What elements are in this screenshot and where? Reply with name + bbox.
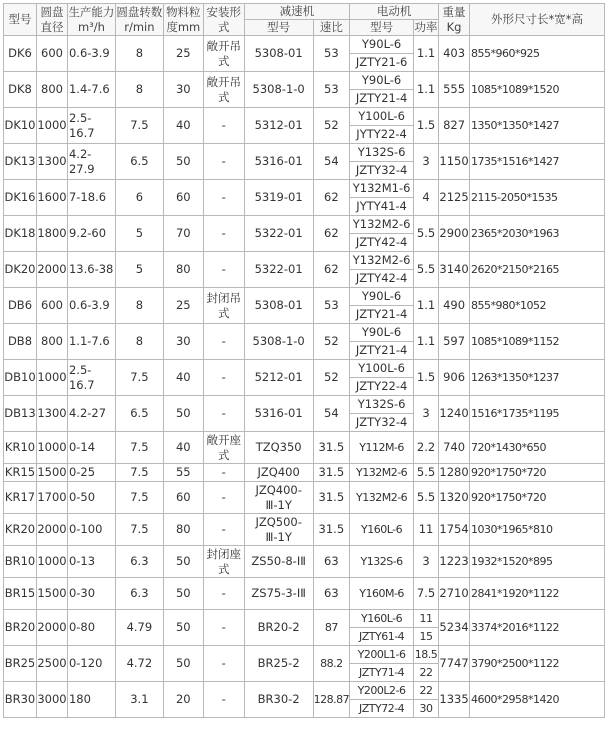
cell-speed: 7.5: [115, 464, 163, 482]
cell-install: -: [203, 682, 244, 718]
cell-model: BR15: [4, 578, 37, 610]
cell-diameter: 2000: [36, 514, 67, 546]
cell-reducer-ratio: 31.5: [313, 482, 350, 514]
cell-motor-model: JZTY21-4: [350, 342, 414, 360]
cell-diameter: 800: [36, 324, 67, 360]
cell-dimensions: 855*980*1052: [470, 288, 605, 324]
table-row: [4, 324, 605, 342]
cell-dimensions: 1085*1089*1152: [470, 324, 605, 360]
cell-dimensions: 2365*2030*1963: [470, 216, 605, 252]
cell-capacity: 0-100: [67, 514, 115, 546]
cell-motor-power: 5.5: [414, 216, 439, 252]
cell-reducer-ratio: 31.5: [313, 514, 350, 546]
cell-install: -: [203, 610, 244, 646]
col-header-disc-diameter: 圆盘直径: [36, 4, 67, 36]
cell-weight: 1223: [439, 546, 470, 578]
cell-weight: 597: [439, 324, 470, 360]
cell-particle: 30: [163, 324, 203, 360]
cell-reducer-ratio: 52: [313, 360, 350, 396]
cell-speed: 6.3: [115, 546, 163, 578]
cell-motor-model: Y132S-6: [350, 144, 414, 162]
cell-motor-model: Y100L-6: [350, 360, 414, 378]
cell-install: -: [203, 646, 244, 682]
table-row: [4, 36, 605, 54]
cell-install: -: [203, 324, 244, 360]
cell-capacity: 0-30: [67, 578, 115, 610]
table-row: [4, 432, 605, 464]
cell-dimensions: 920*1750*720: [470, 464, 605, 482]
cell-dimensions: 1030*1965*810: [470, 514, 605, 546]
cell-motor-model: Y160L-6: [350, 514, 414, 546]
cell-reducer-model: 5316-01: [244, 144, 313, 180]
cell-particle: 50: [163, 396, 203, 432]
cell-model: KR10: [4, 432, 37, 464]
cell-reducer-ratio: 128.87: [313, 682, 350, 718]
cell-diameter: 600: [36, 288, 67, 324]
cell-motor-power: 1.1: [414, 72, 439, 108]
cell-diameter: 3000: [36, 682, 67, 718]
cell-speed: 7.5: [115, 108, 163, 144]
cell-model: DK20: [4, 252, 37, 288]
cell-particle: 80: [163, 514, 203, 546]
cell-reducer-ratio: 52: [313, 108, 350, 144]
cell-diameter: 1700: [36, 482, 67, 514]
cell-dimensions: 1516*1735*1195: [470, 396, 605, 432]
cell-speed: 4.79: [115, 610, 163, 646]
cell-motor-model: Y90L-6: [350, 288, 414, 306]
cell-motor-power: 22: [414, 664, 439, 682]
col-header-capacity: 生产能力m³/h: [68, 4, 115, 34]
cell-speed: 6.3: [115, 578, 163, 610]
cell-model: BR10: [4, 546, 37, 578]
cell-motor-model: JZTY32-4: [350, 414, 414, 432]
cell-weight: 1335: [439, 682, 470, 718]
cell-diameter: 1600: [36, 180, 67, 216]
cell-reducer-ratio: 53: [313, 72, 350, 108]
cell-install: -: [203, 216, 244, 252]
table-row: [4, 216, 605, 234]
cell-motor-model: Y90L-6: [350, 324, 414, 342]
cell-speed: 3.1: [115, 682, 163, 718]
cell-install: 敞开吊式: [203, 72, 244, 108]
spec-table: [3, 3, 605, 718]
cell-motor-power: 1.1: [414, 288, 439, 324]
cell-dimensions: 3790*2500*1122: [470, 646, 605, 682]
cell-motor-power: 18.5: [414, 646, 439, 664]
table-row: [4, 396, 605, 414]
cell-reducer-ratio: 62: [313, 252, 350, 288]
cell-motor-model: Y90L-6: [350, 36, 414, 54]
cell-reducer-model: ZS75-3-ⅠⅡ: [244, 578, 313, 610]
cell-particle: 40: [163, 108, 203, 144]
cell-model: DK18: [4, 216, 37, 252]
cell-reducer-model: 5308-01: [244, 36, 313, 72]
col-header-reducer-ratio: 速比: [313, 20, 350, 36]
cell-install: -: [203, 252, 244, 288]
cell-particle: 25: [163, 288, 203, 324]
cell-motor-model: JZTY32-4: [350, 162, 414, 180]
table-body: [4, 36, 605, 718]
cell-install: -: [203, 514, 244, 546]
cell-diameter: 1300: [36, 396, 67, 432]
cell-motor-power: 2.2: [414, 432, 439, 464]
cell-model: DK13: [4, 144, 37, 180]
cell-motor-power: 3: [414, 144, 439, 180]
cell-weight: 490: [439, 288, 470, 324]
cell-capacity: 4.2-27: [67, 396, 115, 432]
cell-motor-model: Y112M-6: [350, 432, 414, 464]
table-row: [4, 180, 605, 198]
cell-diameter: 1000: [36, 108, 67, 144]
cell-motor-model: Y132S-6: [350, 546, 414, 578]
cell-speed: 7.5: [115, 432, 163, 464]
table-row: [4, 72, 605, 90]
cell-reducer-model: TZQ350: [244, 432, 313, 464]
cell-diameter: 1800: [36, 216, 67, 252]
cell-capacity: 7-18.6: [67, 180, 115, 216]
cell-install: 封闭吊式: [203, 288, 244, 324]
cell-reducer-ratio: 87: [313, 610, 350, 646]
cell-weight: 7747: [439, 646, 470, 682]
table-row: [4, 252, 605, 270]
cell-reducer-ratio: 31.5: [313, 432, 350, 464]
table-row: [4, 144, 605, 162]
cell-model: DK10: [4, 108, 37, 144]
cell-motor-model: JZTY21-4: [350, 90, 414, 108]
cell-diameter: 1500: [36, 578, 67, 610]
cell-capacity: 9.2-60: [67, 216, 115, 252]
cell-model: DB8: [4, 324, 37, 360]
cell-weight: 2125: [439, 180, 470, 216]
cell-reducer-ratio: 53: [313, 36, 350, 72]
cell-reducer-model: 5308-1-0: [244, 324, 313, 360]
cell-install: -: [203, 464, 244, 482]
cell-model: BR25: [4, 646, 37, 682]
cell-motor-power: 5.5: [414, 464, 439, 482]
cell-reducer-model: JZQ400-Ⅲ-1Y: [244, 482, 313, 514]
cell-model: KR17: [4, 482, 37, 514]
col-header-motor-power: 功率: [414, 20, 438, 34]
cell-motor-power: 1.5: [414, 108, 439, 144]
cell-motor-power: 11: [414, 610, 439, 628]
table-row: [4, 360, 605, 378]
cell-model: BR20: [4, 610, 37, 646]
table-row: [4, 646, 605, 664]
cell-reducer-model: BR25-2: [244, 646, 313, 682]
cell-reducer-model: JZQ500-Ⅲ-1Y: [244, 514, 313, 546]
col-header-weight: 重量Kg: [439, 4, 470, 36]
cell-weight: 2900: [439, 216, 470, 252]
cell-motor-model: Y100L-6: [350, 108, 414, 126]
cell-weight: 5234: [439, 610, 470, 646]
cell-reducer-model: 5316-01: [244, 396, 313, 432]
cell-motor-model: Y132M2-6: [350, 464, 414, 482]
cell-model: KR15: [4, 464, 37, 482]
cell-motor-power: 5.5: [414, 252, 439, 288]
cell-motor-model: JZTY61-4: [350, 628, 414, 646]
col-header-reducer-model: 型号: [244, 20, 313, 36]
cell-motor-power: 3: [414, 396, 439, 432]
cell-reducer-model: 5308-01: [244, 288, 313, 324]
table-row: [4, 514, 605, 546]
cell-weight: 1754: [439, 514, 470, 546]
cell-motor-model: JZTY42-4: [350, 234, 414, 252]
cell-reducer-model: 5322-01: [244, 252, 313, 288]
cell-weight: 906: [439, 360, 470, 396]
cell-motor-model: JZTY21-6: [350, 54, 414, 72]
cell-dimensions: 1263*1350*1237: [470, 360, 605, 396]
cell-weight: 1320: [439, 482, 470, 514]
cell-speed: 6.5: [115, 144, 163, 180]
cell-motor-model: JYTY41-4: [350, 198, 414, 216]
cell-motor-power: 4: [414, 180, 439, 216]
col-header-particle-size: 物料粒度mm: [163, 4, 203, 36]
cell-reducer-ratio: 31.5: [313, 464, 350, 482]
cell-dimensions: 720*1430*650: [470, 432, 605, 464]
cell-dimensions: 2841*1920*1122: [470, 578, 605, 610]
cell-weight: 740: [439, 432, 470, 464]
cell-motor-power: 7.5: [414, 578, 439, 610]
cell-motor-power: 1.5: [414, 360, 439, 396]
col-header-motor: 电动机: [350, 4, 439, 20]
cell-motor-model: JYTY22-4: [350, 126, 414, 144]
cell-dimensions: 2115-2050*1535: [470, 180, 605, 216]
cell-reducer-model: 5212-01: [244, 360, 313, 396]
cell-install: 敞开座式: [203, 432, 244, 464]
cell-reducer-ratio: 63: [313, 578, 350, 610]
cell-capacity: 0.6-3.9: [67, 36, 115, 72]
col-header-model: 型号: [4, 4, 37, 36]
cell-motor-power: 22: [414, 682, 439, 700]
cell-motor-power: 15: [414, 628, 439, 646]
col-header-speed: 圆盘转数r/min: [116, 4, 163, 34]
cell-weight: 403: [439, 36, 470, 72]
cell-dimensions: 920*1750*720: [470, 482, 605, 514]
cell-reducer-model: 5319-01: [244, 180, 313, 216]
cell-weight: 555: [439, 72, 470, 108]
table-row: [4, 610, 605, 628]
cell-model: DK8: [4, 72, 37, 108]
cell-capacity: 13.6-38: [67, 252, 115, 288]
cell-install: -: [203, 144, 244, 180]
cell-capacity: 0-50: [67, 482, 115, 514]
cell-weight: 827: [439, 108, 470, 144]
cell-speed: 8: [115, 36, 163, 72]
table-row: [4, 108, 605, 126]
cell-diameter: 1000: [36, 432, 67, 464]
cell-model: KR20: [4, 514, 37, 546]
cell-particle: 55: [163, 464, 203, 482]
cell-motor-model: Y160L-6: [350, 610, 414, 628]
cell-weight: 1150: [439, 144, 470, 180]
cell-capacity: 0-25: [67, 464, 115, 482]
cell-reducer-model: 5312-01: [244, 108, 313, 144]
cell-speed: 8: [115, 72, 163, 108]
cell-particle: 50: [163, 578, 203, 610]
cell-install: -: [203, 108, 244, 144]
cell-particle: 20: [163, 682, 203, 718]
cell-diameter: 2000: [36, 252, 67, 288]
cell-motor-power: 1.1: [414, 36, 439, 72]
table-row: [4, 482, 605, 514]
cell-motor-model: Y132M2-6: [350, 482, 414, 514]
cell-install: -: [203, 360, 244, 396]
cell-model: DB6: [4, 288, 37, 324]
cell-reducer-ratio: 54: [313, 144, 350, 180]
cell-particle: 60: [163, 482, 203, 514]
cell-motor-model: Y132M2-6: [350, 216, 414, 234]
cell-speed: 8: [115, 288, 163, 324]
cell-particle: 70: [163, 216, 203, 252]
cell-reducer-ratio: 88.2: [313, 646, 350, 682]
cell-particle: 50: [163, 546, 203, 578]
cell-particle: 30: [163, 72, 203, 108]
cell-particle: 50: [163, 610, 203, 646]
cell-weight: 1280: [439, 464, 470, 482]
cell-diameter: 1300: [36, 144, 67, 180]
cell-speed: 7.5: [115, 482, 163, 514]
cell-speed: 6: [115, 180, 163, 216]
cell-capacity: 2.5-16.7: [67, 108, 115, 144]
cell-speed: 6.5: [115, 396, 163, 432]
cell-diameter: 2500: [36, 646, 67, 682]
table-row: [4, 464, 605, 482]
cell-particle: 50: [163, 144, 203, 180]
cell-speed: 5: [115, 252, 163, 288]
cell-install: 封闭座式: [203, 546, 244, 578]
cell-capacity: 1.4-7.6: [67, 72, 115, 108]
cell-motor-model: Y200L1-6: [350, 646, 414, 664]
cell-dimensions: 1932*1520*895: [470, 546, 605, 578]
cell-particle: 40: [163, 432, 203, 464]
cell-speed: 4.72: [115, 646, 163, 682]
cell-particle: 80: [163, 252, 203, 288]
cell-motor-power: 11: [414, 514, 439, 546]
cell-speed: 8: [115, 324, 163, 360]
cell-particle: 50: [163, 646, 203, 682]
cell-motor-model: JZTY72-4: [350, 700, 414, 718]
cell-install: -: [203, 180, 244, 216]
cell-weight: 2710: [439, 578, 470, 610]
cell-capacity: 180: [67, 682, 115, 718]
cell-model: DB10: [4, 360, 37, 396]
cell-dimensions: 855*960*925: [470, 36, 605, 72]
cell-reducer-ratio: 52: [313, 324, 350, 360]
cell-dimensions: 1085*1089*1520: [470, 72, 605, 108]
cell-model: DK6: [4, 36, 37, 72]
cell-capacity: 0-14: [67, 432, 115, 464]
cell-dimensions: 2620*2150*2165: [470, 252, 605, 288]
cell-capacity: 0.6-3.9: [67, 288, 115, 324]
cell-motor-model: JZTY21-4: [350, 306, 414, 324]
cell-motor-model: JZTY22-4: [350, 378, 414, 396]
cell-capacity: 2.5-16.7: [67, 360, 115, 396]
cell-reducer-model: 5308-1-0: [244, 72, 313, 108]
cell-particle: 60: [163, 180, 203, 216]
cell-motor-model: JZTY42-4: [350, 270, 414, 288]
cell-reducer-model: BR20-2: [244, 610, 313, 646]
cell-capacity: 0-13: [67, 546, 115, 578]
cell-dimensions: 4600*2958*1420: [470, 682, 605, 718]
cell-diameter: 1000: [36, 546, 67, 578]
cell-speed: 7.5: [115, 360, 163, 396]
table-row: [4, 682, 605, 700]
cell-motor-power: 30: [414, 700, 439, 718]
cell-speed: 5: [115, 216, 163, 252]
cell-reducer-ratio: 62: [313, 216, 350, 252]
col-header-motor-model: 型号: [350, 20, 414, 36]
cell-motor-model: Y160M-6: [350, 578, 414, 610]
cell-particle: 25: [163, 36, 203, 72]
cell-motor-model: Y132S-6: [350, 396, 414, 414]
cell-reducer-model: JZQ400: [244, 464, 313, 482]
cell-particle: 40: [163, 360, 203, 396]
cell-reducer-ratio: 53: [313, 288, 350, 324]
cell-install: -: [203, 396, 244, 432]
cell-motor-model: Y132M2-6: [350, 252, 414, 270]
cell-capacity: 0-80: [67, 610, 115, 646]
col-header-reducer: 减速机: [244, 4, 349, 20]
cell-dimensions: 1735*1516*1427: [470, 144, 605, 180]
cell-motor-model: Y90L-6: [350, 72, 414, 90]
cell-reducer-ratio: 63: [313, 546, 350, 578]
col-header-dimensions: 外形尺寸长*宽*高: [470, 4, 605, 36]
table-row: [4, 578, 605, 610]
cell-dimensions: 1350*1350*1427: [470, 108, 605, 144]
cell-motor-power: 3: [414, 546, 439, 578]
cell-motor-power: 5.5: [414, 482, 439, 514]
cell-reducer-ratio: 62: [313, 180, 350, 216]
cell-motor-power: 1.1: [414, 324, 439, 360]
cell-diameter: 1000: [36, 360, 67, 396]
cell-diameter: 800: [36, 72, 67, 108]
cell-model: DK16: [4, 180, 37, 216]
cell-speed: 7.5: [115, 514, 163, 546]
cell-model: DB13: [4, 396, 37, 432]
cell-install: -: [203, 482, 244, 514]
cell-reducer-ratio: 54: [313, 396, 350, 432]
cell-dimensions: 3374*2016*1122: [470, 610, 605, 646]
cell-diameter: 600: [36, 36, 67, 72]
cell-motor-model: Y132M1-6: [350, 180, 414, 198]
cell-reducer-model: 5322-01: [244, 216, 313, 252]
cell-reducer-model: ZS50-8-ⅠⅡ: [244, 546, 313, 578]
cell-install: 敞开吊式: [203, 36, 244, 72]
cell-motor-model: JZTY71-4: [350, 664, 414, 682]
cell-weight: 3140: [439, 252, 470, 288]
cell-reducer-model: BR30-2: [244, 682, 313, 718]
cell-diameter: 2000: [36, 610, 67, 646]
col-header-install: 安装形式: [203, 4, 244, 36]
cell-install: -: [203, 578, 244, 610]
table-row: [4, 288, 605, 306]
cell-capacity: 1.1-7.6: [67, 324, 115, 360]
table-row: [4, 546, 605, 578]
cell-weight: 1240: [439, 396, 470, 432]
cell-model: BR30: [4, 682, 37, 718]
cell-motor-model: Y200L2-6: [350, 682, 414, 700]
cell-capacity: 0-120: [67, 646, 115, 682]
cell-capacity: 4.2-27.9: [67, 144, 115, 180]
cell-diameter: 1500: [36, 464, 67, 482]
